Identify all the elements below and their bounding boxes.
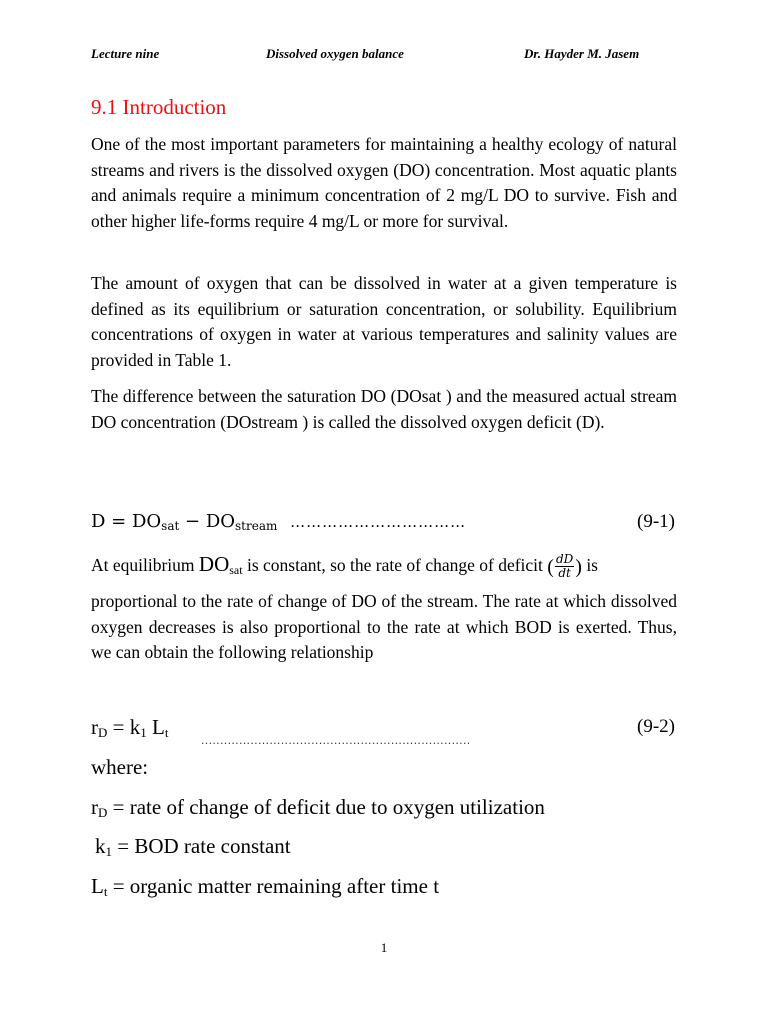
paragraph-relationship: proportional to the rate of change of DO of the stream. The rate at which dissolved oxygen decreases is also proportional to the rate at which BOD is exerted. Thus, we can obtain the following relationship [91, 591, 677, 663]
derivative-fraction: $\frac{dD}{dt}$ [555, 552, 574, 581]
page-number: 1 [380, 940, 388, 955]
paragraph-deficit: The difference between the saturation DO (DOsat ) and the measured actual stream DO concentration (DOstream ) is called the dissolved oxygen deficit (D). [91, 386, 677, 432]
equation-leader-dots: …………………………… [290, 513, 467, 531]
equation-lhs: $D = DO_{sat} - DO_{stream}$ [91, 511, 278, 533]
definition-k1: $k_1$ = BOD rate constant [95, 834, 291, 859]
header-title: Dissolved oxygen balance [266, 46, 404, 61]
equilibrium-sentence: At equilibrium $DO_{sat}$ is constant, so the rate of change of deficit ( $\frac{dD}{dt}$ ) is [91, 552, 598, 581]
header-author: Dr. Hayder M. Jasem [524, 46, 640, 61]
equation-number: (9-1) [637, 511, 675, 532]
section-title: 9.1 Introduction [91, 95, 227, 119]
definition-rd: $r_D$ = rate of change of deficit due to oxygen utilization [91, 795, 545, 820]
equation-9-2: $r_D = k_1$ $L_t$ ....................................................................... (9-2) [91, 712, 677, 748]
equation-number: (9-2) [637, 716, 675, 737]
header-lecture: Lecture nine [91, 46, 160, 61]
paragraph-solubility: The amount of oxygen that can be dissolved in water at a given temperature is defined as its equilibrium or saturation concentration, or solubility. Equilibrium concentrations of oxygen in water at various temperatures and salinity values are provided in Table 1. [91, 273, 677, 371]
equation-leader-dots: ....................................................................... [201, 734, 471, 747]
paragraph-intro: One of the most important parameters for maintaining a healthy ecology of natural streams and rivers is the dissolved oxygen (DO) concentration. Most aquatic plants and animals require a minimum concentration of 2 mg/L DO to survive. Fish and other higher life-forms require 4 mg/L or more for survival. [91, 134, 677, 232]
definition-lt: $L_t$ = organic matter remaining after time t [91, 874, 440, 899]
equation-9-1 [91, 509, 677, 539]
where-label: where: [91, 755, 149, 779]
